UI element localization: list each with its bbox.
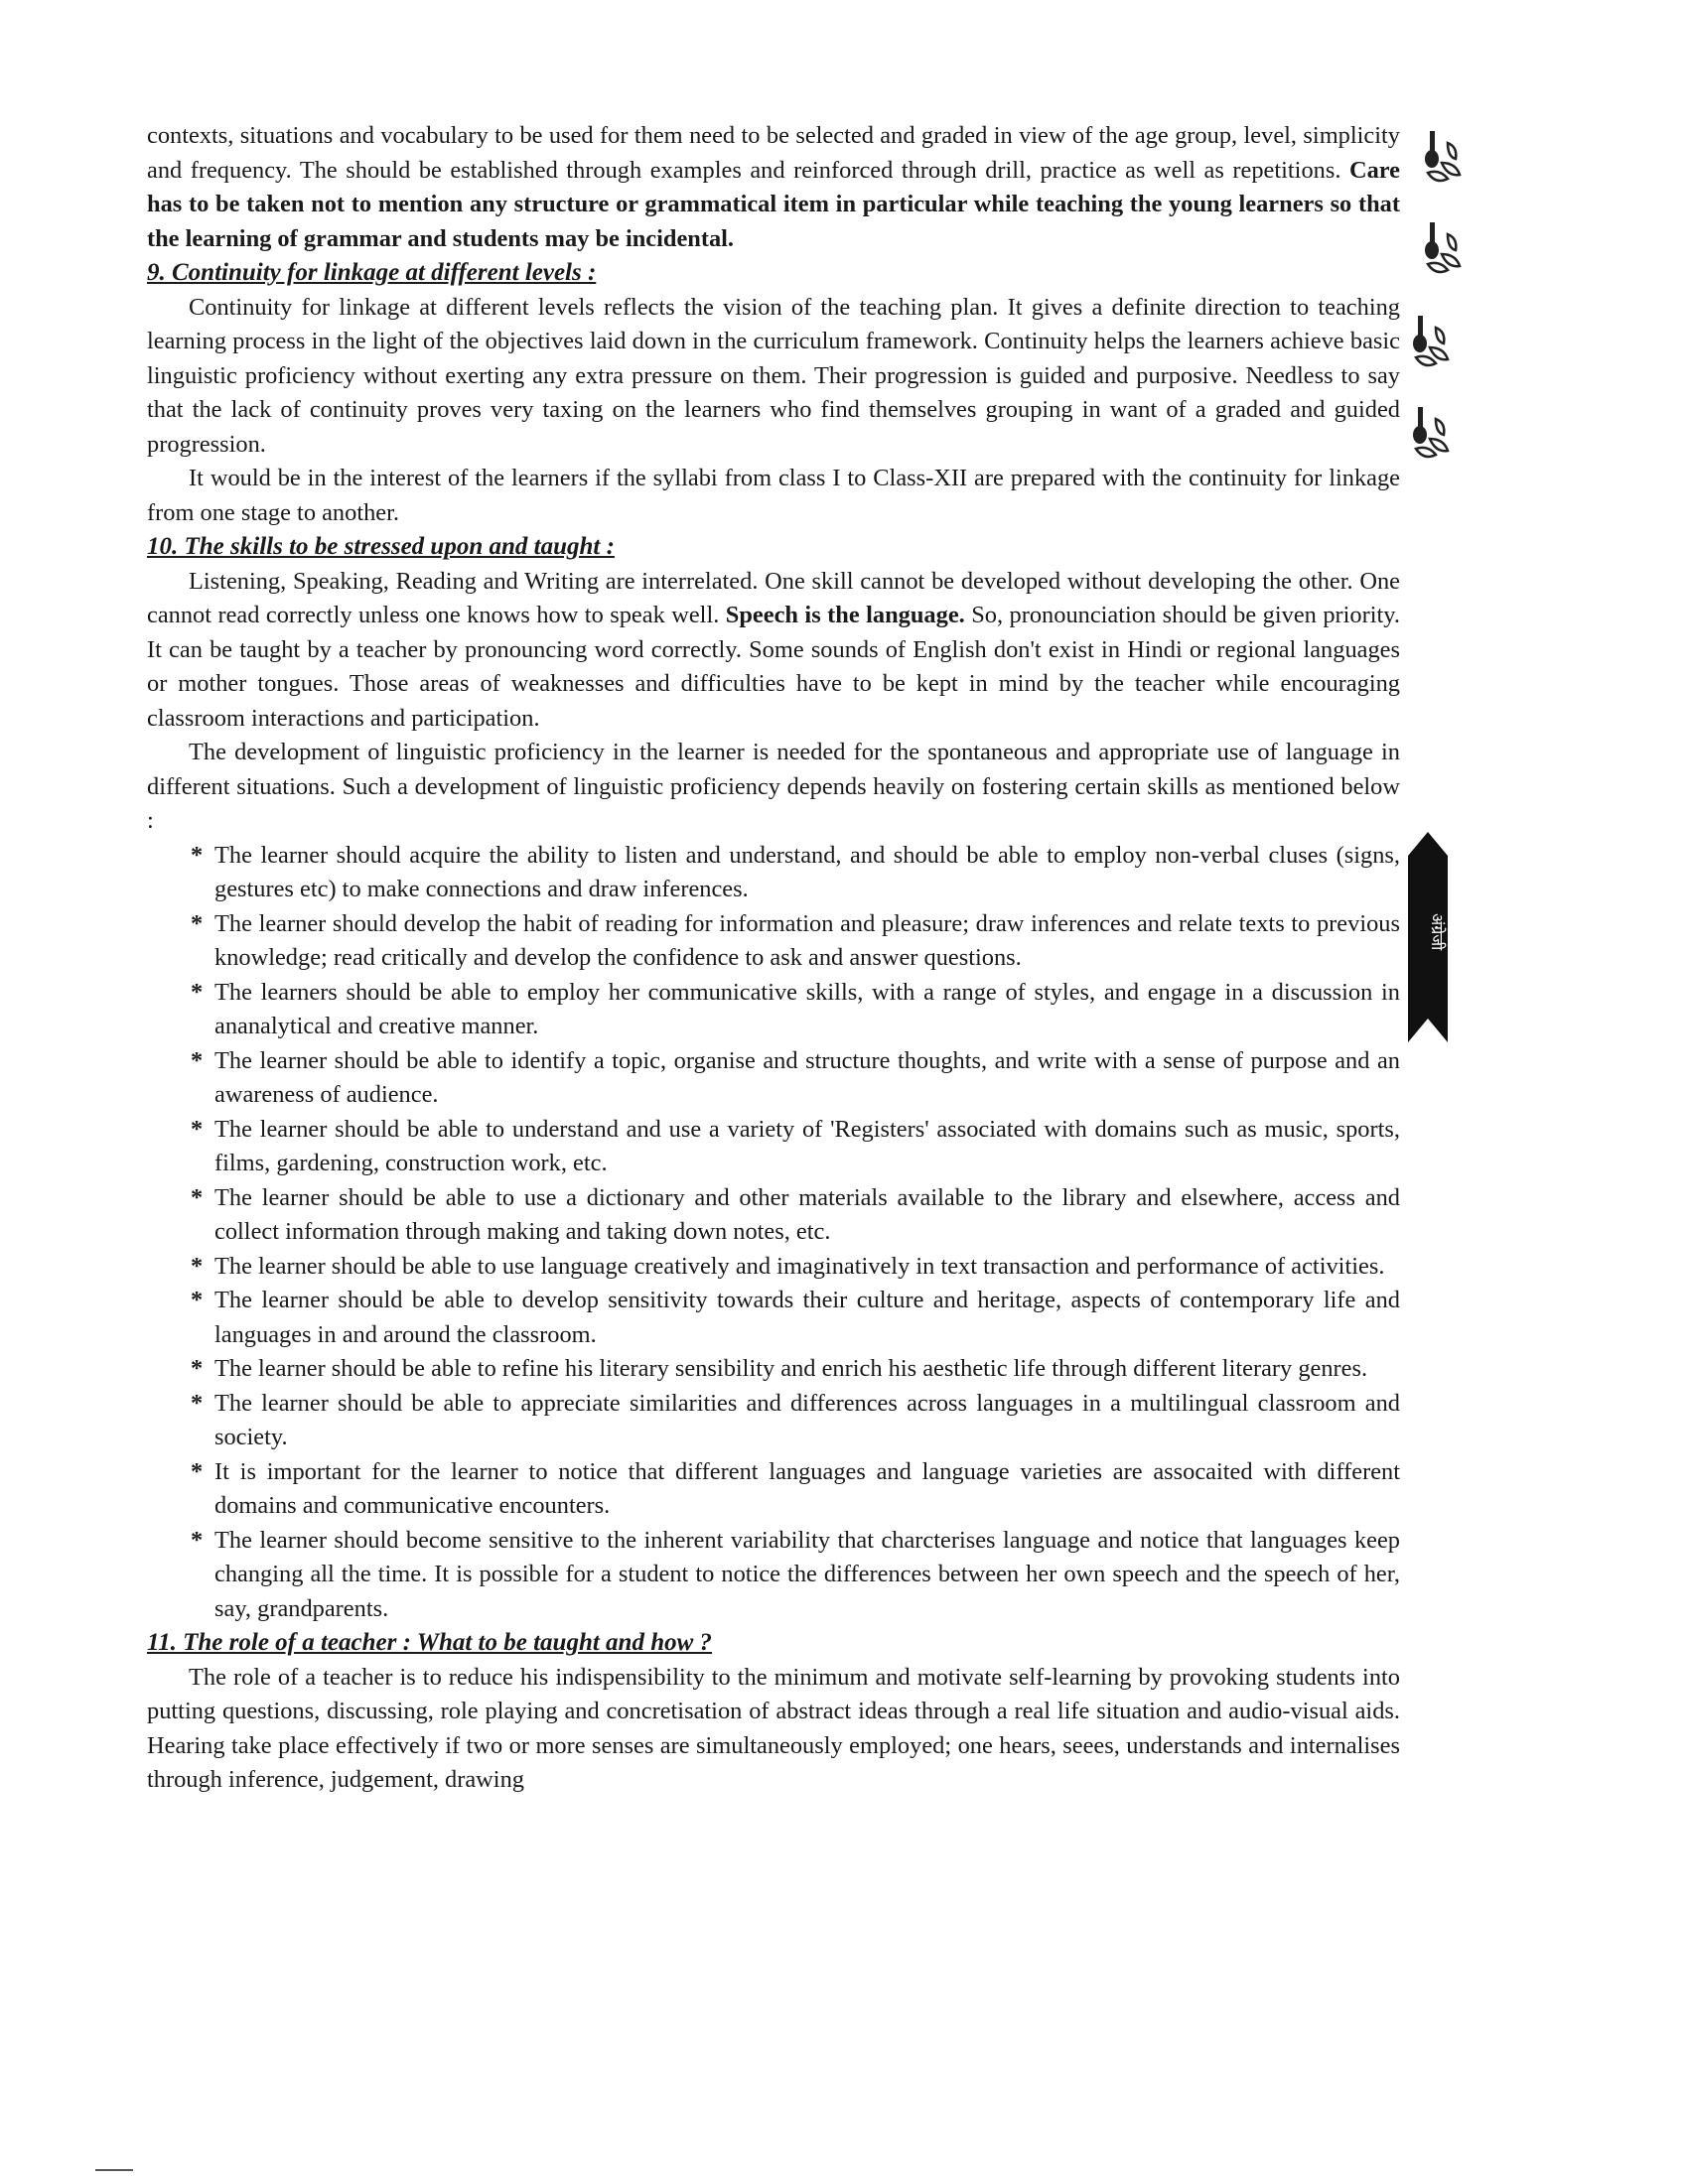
list-item: * The learner should be able to develop sensitivity towards their culture and heritage, aspects of contemporary life and languages in and around the classroom. [214,1284,1400,1352]
section-11-paragraph: The role of a teacher is to reduce his indispensibility to the minimum and motivate self-learning by provoking students into putting questions, discussing, role playing and concretisation of abstract ideas through a real life situation and audio-visual aids. Hearing take place effectively if two or more senses are simultaneously employed; one hears, seees, understands and internalises through inference, judgement, drawing [147,1663,1400,1793]
section-9-paragraph: Continuity for linkage at different levels reflects the vision of the teaching plan. It gives a definite direction to teaching learning process in the light of the objectives laid down in the curriculum framework. Continuity helps the learners achieve basic linguistic proficiency without exerting any extra pressure on them. Their progression is guided and purposive. Needless to say that the lack of continuity proves very taxing on the learners who find themselves grouping in want of a graded and guided progression. [147,293,1400,458]
list-item: * It is important for the learner to notice that different languages and language varieties are assocaited with different domains and communicative encounters. [214,1455,1400,1524]
section-10-text: Listening, Speaking, Reading and Writing are interrelated. One skill cannot be developed without developing the other. One cannot read correctly unless one knows how to speak well. [147,567,1400,628]
wheat-emblem-icon [1408,314,1456,377]
intro-bold-text: Care has to be taken not to mention any structure or grammatical item in particular while teaching the young learners so that the learning of grammar and students may be incidental. [147,156,1400,252]
intro-text: contexts, situations and vocabulary to be used for them need to be selected and graded in view of the age group, level, simplicity and frequency. The should be established through examples and reinforced through drill, practice as well as repetitions. [147,122,1400,184]
skills-list [147,839,1400,1627]
section-9-heading: 9. Continuity for linkage at different levels : [147,259,597,286]
list-item: * The learners should be able to employ her communicative skills, with a range of styles, and engage in a discussion in ananalytical and creative manner. [214,976,1400,1044]
list-item: * The learner should be able to identify a topic, organise and structure thoughts, and write with a sense of purpose and an awareness of audience. [214,1044,1400,1113]
list-item: * The learner should become sensitive to the inherent variability that charcterises language and notice that languages keep changing all the time. It is possible for a student to notice the differences between her own speech and the speech of her, say, grandparents. [214,1524,1400,1627]
list-item: * The learner should be able to refine his literary sensibility and enrich his aesthetic life through different literary genres. [214,1352,1400,1387]
section-10-bold-text: Speech is the language. [725,602,965,628]
document-page [147,119,1400,1798]
section-11-heading: 11. The role of a teacher : What to be taught and how ? [147,1629,713,1656]
section-9-paragraph: It would be in the interest of the learners if the syllabi from class I to Class-XII are prepared with the continuity for linkage from one stage to another. [147,465,1400,526]
page-edge-mark [95,2169,133,2171]
section-10-text: So, pronounciation should be given priority. It can be taught by a teacher by pronouncing word correctly. Some sounds of English don't exist in Hindi or regional languages or mother tongues. Those areas of weaknesses and difficulties have to be kept in mind by the teacher while encouraging classroom interactions and participation. [147,602,1400,732]
wheat-emblem-icon [1408,405,1456,469]
list-item: * The learner should be able to use a dictionary and other materials available to the library and elsewhere, access and collect information through making and taking down notes, etc. [214,1181,1400,1250]
section-10-paragraph [147,565,1400,737]
side-tab-label: अंग्रेजी [1428,913,1447,951]
list-item: * The learner should be able to understand and use a variety of 'Registers' associated with domains such as music, sports, films, gardening, construction work, etc. [214,1113,1400,1181]
intro-paragraph [147,119,1400,256]
list-item: * The learner should acquire the ability to listen and understand, and should be able to employ non-verbal cluses (signs, gestures etc) to make connections and draw inferences. [214,839,1400,907]
list-item: * The learner should be able to use language creatively and imaginatively in text transaction and performance of activities. [214,1250,1400,1285]
section-10-paragraph: The development of linguistic proficiency in the learner is needed for the spontaneous and appropriate use of language in different situations. Such a development of linguistic proficiency depends heavily on fostering certain skills as mentioned below : [147,739,1400,834]
list-item: * The learner should be able to appreciate similarities and differences across languages in a multilingual classroom and society. [214,1387,1400,1455]
wheat-emblem-icon [1420,220,1468,284]
section-10-heading: 10. The skills to be stressed upon and taught : [147,533,615,560]
wheat-emblem-icon [1420,129,1468,193]
list-item: * The learner should develop the habit of reading for information and pleasure; draw inferences and relate texts to previous knowledge; read critically and develop the confidence to ask and answer questions. [214,907,1400,976]
